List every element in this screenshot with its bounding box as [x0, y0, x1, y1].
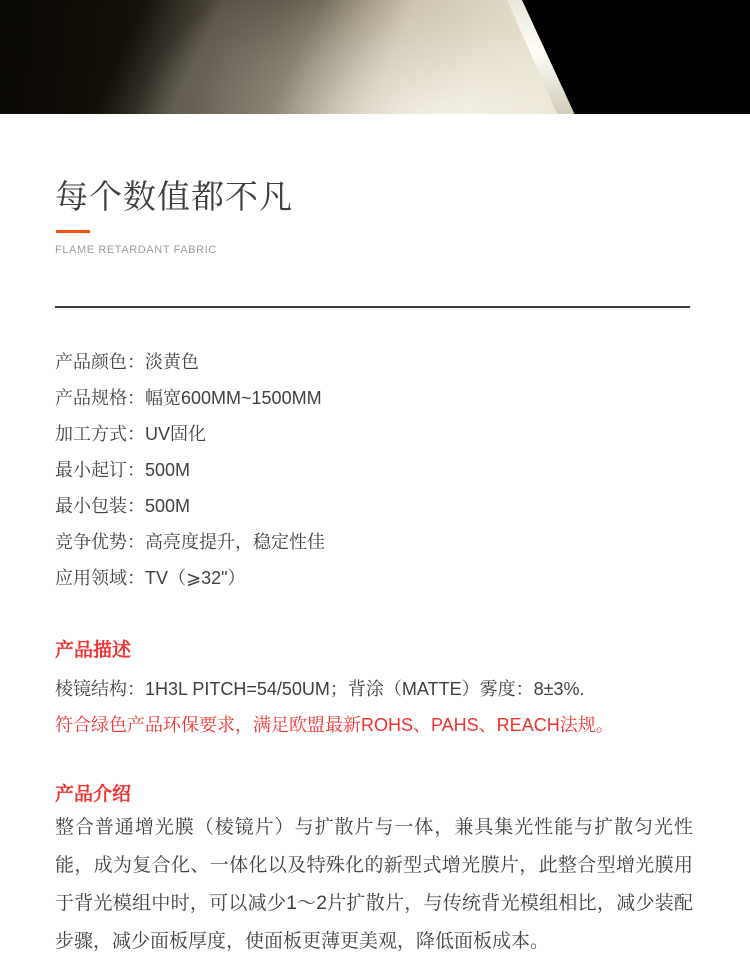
description-heading: 产品描述	[55, 640, 132, 661]
divider-line	[55, 306, 690, 308]
spec-row-min-order	[55, 452, 695, 488]
spec-value: UV固化	[145, 424, 207, 444]
spec-value: TV（⩾32"）	[145, 568, 246, 588]
spec-label: 应用领域：	[55, 568, 145, 588]
spec-row-color	[55, 344, 695, 380]
spec-label: 最小包装：	[55, 496, 145, 516]
spec-value: 500M	[145, 460, 191, 480]
introduction-paragraph: 整合普通增光膜（棱镜片）与扩散片与一体，兼具集光性能与扩散匀光性能，成为复合化、一体化以及特殊化的新型式增光膜片，此整合型增光膜用于背光模组中时，可以减少1～2片扩散片，与传统背光模组相比，减少装配步骤，减少面板厚度，使面板更薄更美观，降低面板成本。	[55, 817, 693, 952]
description-compliance-line: 符合绿色产品环保要求，满足欧盟最新ROHS、PAHS、REACH法规。	[55, 715, 614, 735]
page-subtitle: FLAME RETARDANT FABRIC	[55, 244, 217, 256]
description-structure-line: 棱镜结构：1H3L PITCH=54/50UM；背涂（MATTE）雾度：8±3%.	[55, 679, 585, 699]
spec-row-size	[55, 380, 695, 416]
spec-value: 高亮度提升，稳定性佳	[145, 532, 325, 552]
spec-list	[55, 344, 695, 596]
spec-row-advantage	[55, 524, 695, 560]
spec-row-application	[55, 560, 695, 596]
spec-row-process	[55, 416, 695, 452]
introduction-heading: 产品介绍	[55, 784, 132, 805]
product-photo	[0, 0, 750, 114]
accent-line	[56, 230, 90, 233]
spec-value: 淡黄色	[145, 352, 199, 372]
spec-value: 500M	[145, 496, 191, 516]
spec-value: 幅宽600MM~1500MM	[145, 388, 322, 408]
spec-label: 最小起订：	[55, 460, 145, 480]
page-title: 每个数值都不凡	[55, 178, 293, 215]
spec-label: 加工方式：	[55, 424, 145, 444]
spec-row-min-package	[55, 488, 695, 524]
spec-label: 产品规格：	[55, 388, 145, 408]
film-material-image	[0, 0, 750, 114]
spec-label: 竞争优势：	[55, 532, 145, 552]
spec-label: 产品颜色：	[55, 352, 145, 372]
